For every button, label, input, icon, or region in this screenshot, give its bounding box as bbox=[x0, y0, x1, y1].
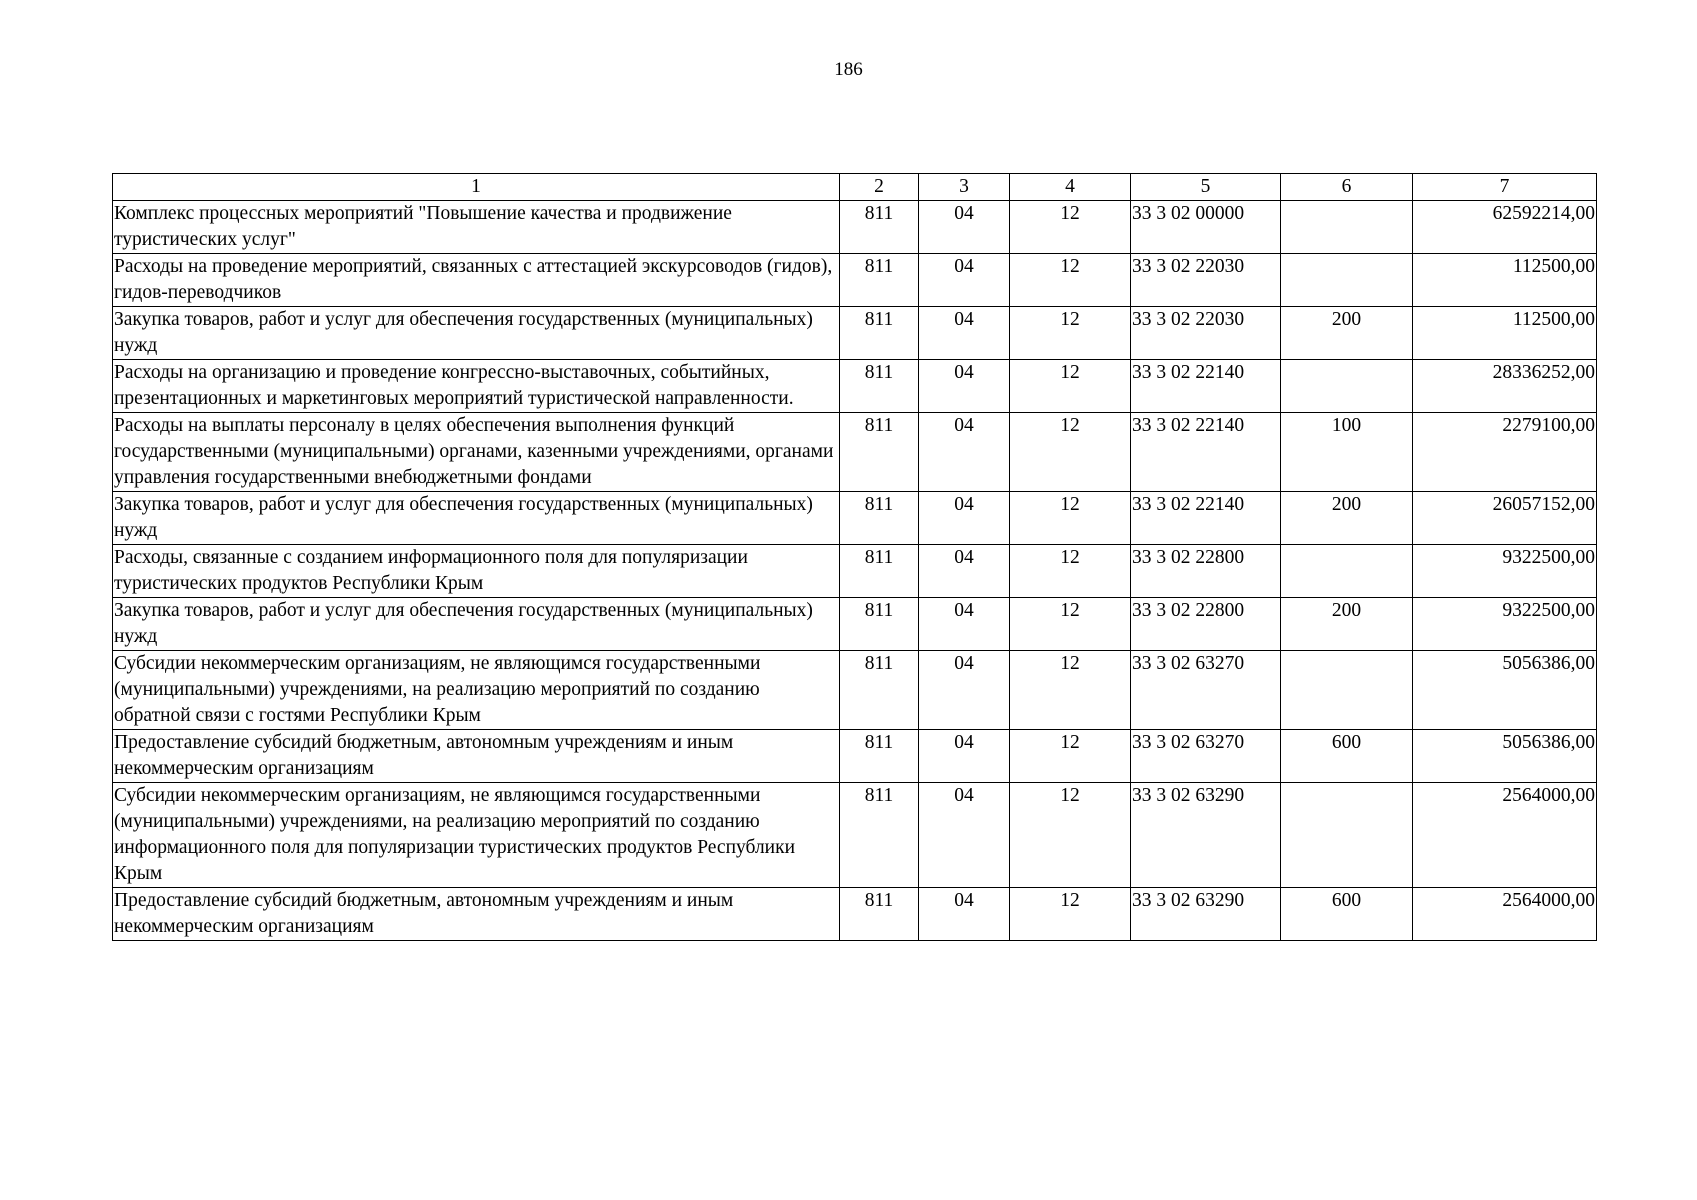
subsection-cell: 12 bbox=[1010, 730, 1131, 783]
expense-type-cell bbox=[1281, 201, 1413, 254]
subsection-cell: 12 bbox=[1010, 598, 1131, 651]
table-row bbox=[113, 413, 1597, 492]
table-row bbox=[113, 730, 1597, 783]
section-cell: 04 bbox=[919, 888, 1010, 941]
expense-type-cell: 600 bbox=[1281, 730, 1413, 783]
section-cell: 04 bbox=[919, 254, 1010, 307]
expense-name-cell: Предоставление субсидий бюджетным, автономным учреждениям и иным некоммерческим организациям bbox=[113, 730, 840, 783]
ministry-code-cell: 811 bbox=[840, 307, 919, 360]
ministry-code-cell: 811 bbox=[840, 598, 919, 651]
section-cell: 04 bbox=[919, 730, 1010, 783]
amount-cell: 9322500,00 bbox=[1413, 598, 1597, 651]
header-cell: 2 bbox=[840, 174, 919, 201]
section-cell: 04 bbox=[919, 201, 1010, 254]
ministry-code-cell: 811 bbox=[840, 651, 919, 730]
expense-type-cell bbox=[1281, 545, 1413, 598]
target-article-cell: 33 3 02 22140 bbox=[1131, 492, 1281, 545]
section-cell: 04 bbox=[919, 598, 1010, 651]
target-article-cell: 33 3 02 63270 bbox=[1131, 651, 1281, 730]
expense-type-cell bbox=[1281, 360, 1413, 413]
expense-type-cell: 200 bbox=[1281, 492, 1413, 545]
target-article-cell: 33 3 02 00000 bbox=[1131, 201, 1281, 254]
subsection-cell: 12 bbox=[1010, 360, 1131, 413]
expense-type-cell: 200 bbox=[1281, 598, 1413, 651]
expense-type-cell bbox=[1281, 783, 1413, 888]
expense-name-cell: Расходы на выплаты персоналу в целях обеспечения выполнения функций государственными (муниципальными) органами, казенными учреждениями, органами управления государственными внебюджетными фондами bbox=[113, 413, 840, 492]
amount-cell: 2564000,00 bbox=[1413, 888, 1597, 941]
table-row bbox=[113, 254, 1597, 307]
amount-cell: 9322500,00 bbox=[1413, 545, 1597, 598]
table-row bbox=[113, 651, 1597, 730]
section-cell: 04 bbox=[919, 360, 1010, 413]
target-article-cell: 33 3 02 22030 bbox=[1131, 307, 1281, 360]
expense-type-cell: 600 bbox=[1281, 888, 1413, 941]
header-cell: 4 bbox=[1010, 174, 1131, 201]
table-row bbox=[113, 360, 1597, 413]
section-cell: 04 bbox=[919, 413, 1010, 492]
table-row bbox=[113, 783, 1597, 888]
header-cell: 1 bbox=[113, 174, 840, 201]
expense-type-cell bbox=[1281, 254, 1413, 307]
expense-name-cell: Закупка товаров, работ и услуг для обеспечения государственных (муниципальных) нужд bbox=[113, 598, 840, 651]
target-article-cell: 33 3 02 22800 bbox=[1131, 598, 1281, 651]
header-cell: 5 bbox=[1131, 174, 1281, 201]
target-article-cell: 33 3 02 22800 bbox=[1131, 545, 1281, 598]
expense-type-cell: 100 bbox=[1281, 413, 1413, 492]
header-cell: 7 bbox=[1413, 174, 1597, 201]
table-row bbox=[113, 545, 1597, 598]
section-cell: 04 bbox=[919, 492, 1010, 545]
section-cell: 04 bbox=[919, 783, 1010, 888]
amount-cell: 62592214,00 bbox=[1413, 201, 1597, 254]
subsection-cell: 12 bbox=[1010, 254, 1131, 307]
ministry-code-cell: 811 bbox=[840, 545, 919, 598]
header-row bbox=[113, 174, 1597, 201]
ministry-code-cell: 811 bbox=[840, 783, 919, 888]
amount-cell: 112500,00 bbox=[1413, 254, 1597, 307]
amount-cell: 5056386,00 bbox=[1413, 651, 1597, 730]
budget-table bbox=[112, 173, 1597, 941]
target-article-cell: 33 3 02 63290 bbox=[1131, 888, 1281, 941]
section-cell: 04 bbox=[919, 545, 1010, 598]
ministry-code-cell: 811 bbox=[840, 888, 919, 941]
ministry-code-cell: 811 bbox=[840, 360, 919, 413]
target-article-cell: 33 3 02 22030 bbox=[1131, 254, 1281, 307]
expense-name-cell: Закупка товаров, работ и услуг для обеспечения государственных (муниципальных) нужд bbox=[113, 492, 840, 545]
amount-cell: 2564000,00 bbox=[1413, 783, 1597, 888]
table-row bbox=[113, 492, 1597, 545]
subsection-cell: 12 bbox=[1010, 783, 1131, 888]
subsection-cell: 12 bbox=[1010, 413, 1131, 492]
ministry-code-cell: 811 bbox=[840, 492, 919, 545]
ministry-code-cell: 811 bbox=[840, 730, 919, 783]
amount-cell: 28336252,00 bbox=[1413, 360, 1597, 413]
section-cell: 04 bbox=[919, 307, 1010, 360]
ministry-code-cell: 811 bbox=[840, 413, 919, 492]
subsection-cell: 12 bbox=[1010, 888, 1131, 941]
expense-type-cell bbox=[1281, 651, 1413, 730]
table-row bbox=[113, 201, 1597, 254]
target-article-cell: 33 3 02 22140 bbox=[1131, 413, 1281, 492]
expense-name-cell: Комплекс процессных мероприятий "Повышение качества и продвижение туристических услуг" bbox=[113, 201, 840, 254]
target-article-cell: 33 3 02 63270 bbox=[1131, 730, 1281, 783]
subsection-cell: 12 bbox=[1010, 201, 1131, 254]
expense-name-cell: Расходы на проведение мероприятий, связанных с аттестацией экскурсоводов (гидов), гидов-переводчиков bbox=[113, 254, 840, 307]
table-row bbox=[113, 307, 1597, 360]
target-article-cell: 33 3 02 63290 bbox=[1131, 783, 1281, 888]
expense-name-cell: Расходы на организацию и проведение конгрессно-выставочных, событийных, презентационных и маркетинговых мероприятий туристической направленности. bbox=[113, 360, 840, 413]
expense-type-cell: 200 bbox=[1281, 307, 1413, 360]
amount-cell: 26057152,00 bbox=[1413, 492, 1597, 545]
amount-cell: 112500,00 bbox=[1413, 307, 1597, 360]
amount-cell: 2279100,00 bbox=[1413, 413, 1597, 492]
section-cell: 04 bbox=[919, 651, 1010, 730]
subsection-cell: 12 bbox=[1010, 307, 1131, 360]
target-article-cell: 33 3 02 22140 bbox=[1131, 360, 1281, 413]
expense-name-cell: Предоставление субсидий бюджетным, автономным учреждениям и иным некоммерческим организациям bbox=[113, 888, 840, 941]
amount-cell: 5056386,00 bbox=[1413, 730, 1597, 783]
expense-name-cell: Субсидии некоммерческим организациям, не являющимся государственными (муниципальными) учреждениями, на реализацию мероприятий по созданию обратной связи с гостями Республики Крым bbox=[113, 651, 840, 730]
subsection-cell: 12 bbox=[1010, 492, 1131, 545]
ministry-code-cell: 811 bbox=[840, 254, 919, 307]
expense-name-cell: Субсидии некоммерческим организациям, не являющимся государственными (муниципальными) учреждениями, на реализацию мероприятий по созданию информационного поля для популяризации туристических продуктов Республики Крым bbox=[113, 783, 840, 888]
subsection-cell: 12 bbox=[1010, 651, 1131, 730]
table-row bbox=[113, 598, 1597, 651]
header-cell: 6 bbox=[1281, 174, 1413, 201]
expense-name-cell: Расходы, связанные с созданием информационного поля для популяризации туристических продуктов Республики Крым bbox=[113, 545, 840, 598]
page-number: 186 bbox=[834, 59, 863, 80]
expense-name-cell: Закупка товаров, работ и услуг для обеспечения государственных (муниципальных) нужд bbox=[113, 307, 840, 360]
table-row bbox=[113, 888, 1597, 941]
header-cell: 3 bbox=[919, 174, 1010, 201]
ministry-code-cell: 811 bbox=[840, 201, 919, 254]
subsection-cell: 12 bbox=[1010, 545, 1131, 598]
